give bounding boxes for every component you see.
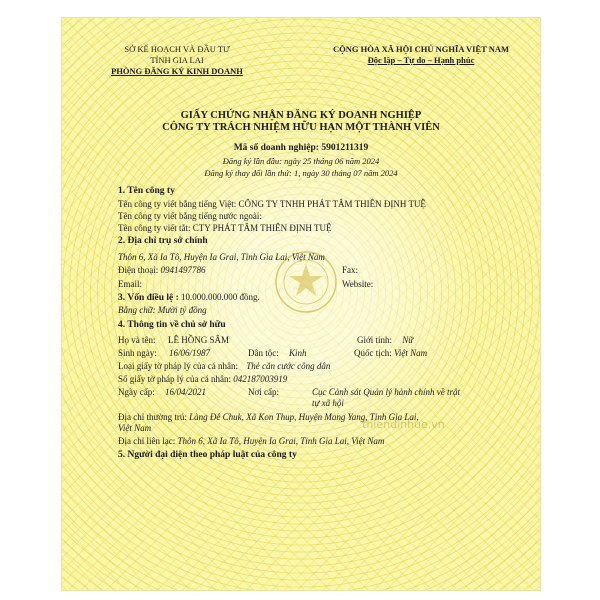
residence-label: Địa chỉ thường trú: (118, 412, 187, 422)
company-name-foreign-label: Tên công ty viết bằng tiếng nước ngoài: (118, 211, 262, 221)
head-office-address: Thôn 6, Xã Ia Tô, Huyện Ia Grai, Tỉnh Gia Lai, Việt Nam (118, 252, 325, 262)
change-registration: Đăng ký thay đổi lần thứ: 1, ngày 30 tháng 07 năm 2024 (204, 168, 398, 178)
first-registration: Đăng ký lần đầu: ngày 25 tháng 06 năm 2024 (222, 156, 380, 166)
company-name-vn-row (118, 199, 426, 209)
dob-label: Sinh ngày: (118, 348, 157, 358)
certificate-page (62, 18, 540, 590)
owner-name-value: LÊ HỒNG SÂM (168, 335, 230, 345)
contact-address-row (118, 436, 384, 446)
id-type-row (118, 361, 330, 371)
owner-name-row (118, 335, 229, 345)
company-type: CÔNG TY TRÁCH NHIỆM HỮU HẠN MỘT THÀNH VIÊN (162, 122, 440, 133)
owner-name-label: Họ và tên: (118, 335, 156, 345)
id-number-value: 042187003919 (233, 374, 288, 384)
ethnicity-label: Dân tộc: (248, 348, 279, 358)
id-type-label: Loại giấy tờ pháp lý của cá nhân: (118, 361, 238, 371)
id-type-value: Thẻ căn cước công dân (246, 361, 331, 371)
motto: Độc lập – Tự do – Hạnh phúc (367, 55, 475, 65)
capital-words-label: Bằng chữ: (118, 305, 156, 315)
website-label: Website: (342, 279, 374, 289)
issue-date-value: 16/04/2021 (164, 387, 206, 397)
gender-label: Giới tính: (357, 335, 393, 345)
ethnicity-value: Kinh (289, 348, 307, 358)
watermark: thiendinhue.vn (362, 418, 445, 431)
gender-row (357, 335, 413, 345)
charter-capital-row (118, 292, 260, 303)
office-line-1: SỞ KẾ HOẠCH VÀ ĐẦU TƯ (124, 44, 230, 54)
residence-value-2: Việt Nam (118, 423, 152, 433)
id-number-label: Số giấy tờ pháp lý của cá nhân: (118, 374, 231, 384)
section-2-heading: 2. Địa chỉ trụ sở chính (118, 236, 208, 246)
email-label: Email: (118, 279, 142, 289)
dob-value: 16/06/1987 (169, 348, 211, 358)
phone-label: Điện thoại: (118, 265, 159, 275)
section-1-heading: 1. Tên công ty (118, 186, 175, 196)
phone-value: 0941497786 (160, 265, 206, 275)
capital-in-words-row (118, 305, 207, 315)
issue-place-label: Nơi cấp: (248, 387, 279, 397)
company-abbr-value: CTY PHÁT TÂM THIÊN ĐỊNH TUỆ (192, 223, 332, 233)
contact-address-value: Thôn 6, Xã Ia Tô, Huyện Ia Grai, Tỉnh Gia Lai, Việt Nam (177, 436, 385, 446)
company-abbr-label: Tên công ty viết tắt: (118, 223, 191, 233)
national-motto (302, 44, 540, 66)
ethnicity-row (248, 348, 307, 358)
nationality-label: Quốc tịch: (354, 348, 392, 358)
company-name-vn-label: Tên công ty viết bằng tiếng Việt: (118, 199, 237, 209)
charter-capital-label: 3. Vốn điều lệ : (118, 293, 179, 303)
section-4-heading: 4. Thông tin về chủ sở hữu (118, 320, 226, 330)
nationality-value: Việt Nam (394, 348, 428, 358)
capital-words-value: Mười tỷ đồng (157, 305, 207, 315)
residence-value-1: Làng Đê Chuk, Xã Kon Thup, Huyện Mang Yang, Tỉnh Gia Lai, (189, 412, 419, 422)
certificate-title: GIẤY CHỨNG NHẬN ĐĂNG KÝ DOANH NGHIỆP (180, 110, 422, 121)
issue-date-label: Ngày cấp: (118, 387, 155, 397)
office-line-2: TỈNH GIA LAI (150, 55, 204, 65)
contact-address-label: Địa chỉ liên lạc: (118, 436, 176, 446)
gender-value: Nữ (402, 335, 414, 345)
country-name: CỘNG HÒA XÃ HỘI CHỦ NGHĨA VIỆT NAM (332, 44, 510, 54)
section-5-heading: 5. Người đại diện theo pháp luật của công ty (118, 450, 297, 460)
id-number-row (118, 374, 287, 384)
dob-row (118, 348, 210, 358)
issue-place-value-1: Cục Cảnh sát Quản lý hành chính về trật (312, 387, 460, 397)
phone-row (118, 265, 206, 275)
charter-capital-value: 10.000.000.000 đồng. (181, 292, 260, 302)
fax-label: Fax: (342, 265, 359, 275)
issue-place-value-2: tự xã hội (312, 398, 344, 408)
office-line-3: PHÒNG ĐĂNG KÝ KINH DOANH (111, 66, 243, 76)
tax-code: Mã số doanh nghiệp: 5901211319 (233, 143, 369, 153)
issuing-office (62, 44, 292, 77)
company-abbr-row (118, 223, 331, 233)
company-name-vn-value: CÔNG TY TNHH PHÁT TÂM THIÊN ĐỊNH TUỆ (238, 199, 426, 209)
nationality-row (354, 348, 427, 358)
issue-date-row (118, 387, 206, 397)
